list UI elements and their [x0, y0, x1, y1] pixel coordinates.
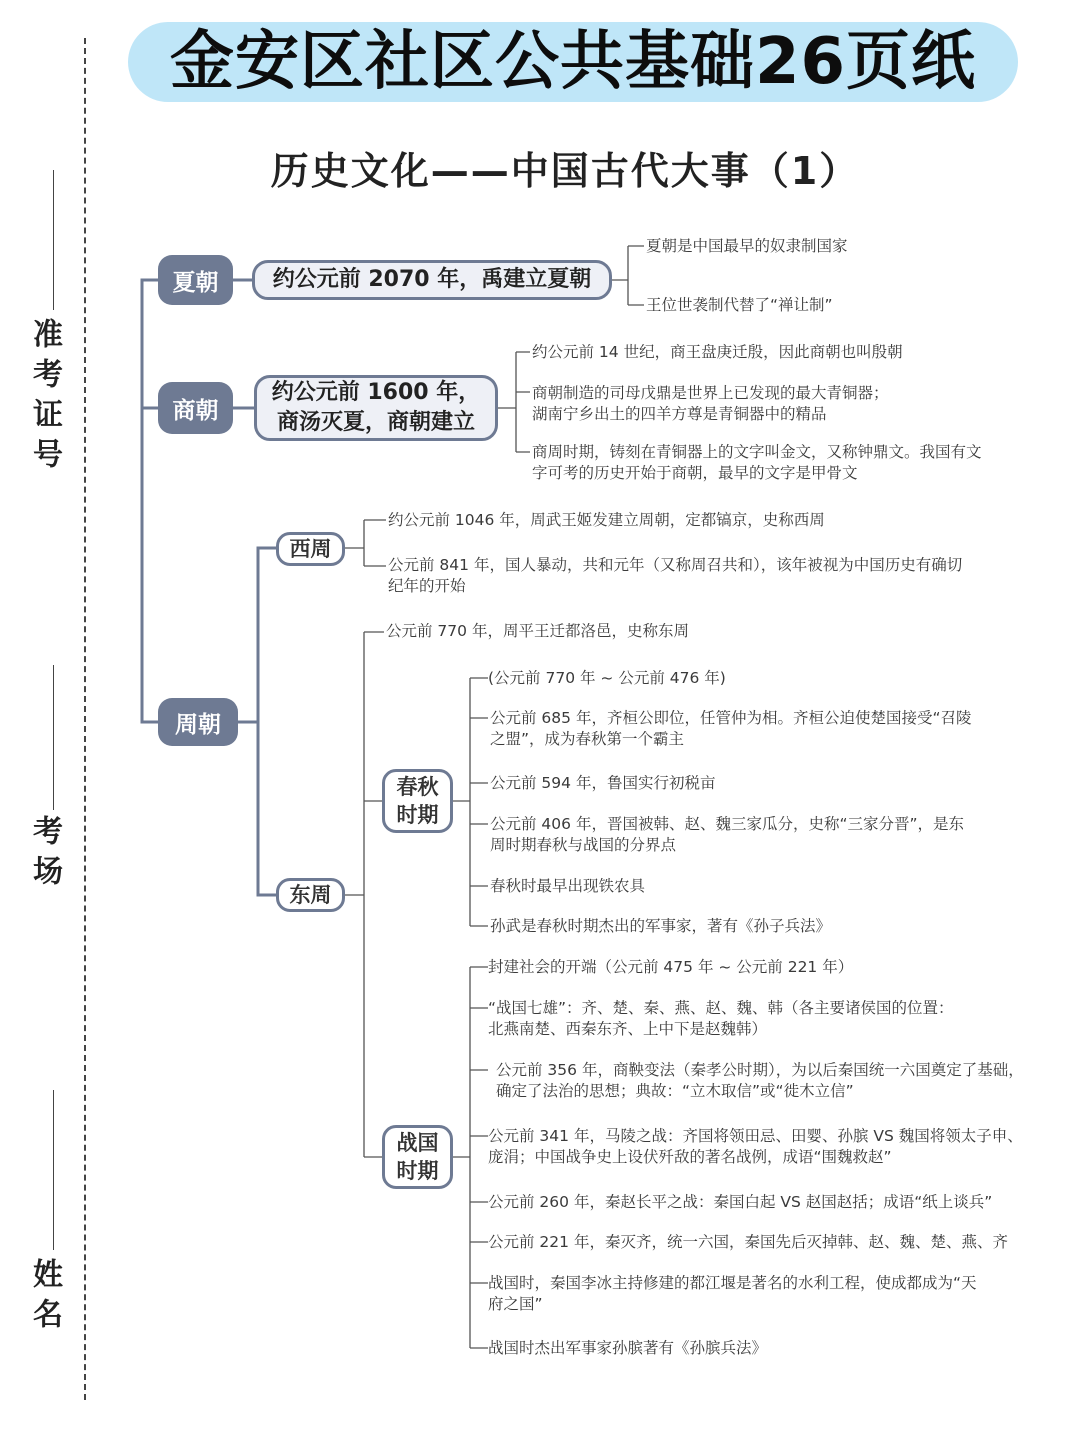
spring-autumn-fact: 公元前 685 年，齐桓公即位，任管仲为相。齐桓公迫使楚国接受“召陵 之盟”，成为春秋第一个霸主 [490, 709, 972, 748]
shang-fact: 约公元前 14 世纪，商王盘庚迁殷，因此商朝也叫殷朝 [532, 343, 903, 361]
spring-autumn-fact: (公元前 770 年 ~ 公元前 476 年) [488, 669, 726, 687]
shang-fact: 商周时期，铸刻在青铜器上的文字叫金文，又称钟鼎文。我国有文 字可考的历史开始于商朝，最早的文字是甲骨文 [532, 443, 982, 482]
warring-states-fact: 公元前 221 年，秦灭齐，统一六国，秦国先后灭掉韩、赵、魏、楚、燕、齐 [488, 1233, 1008, 1251]
west-zhou-fact: 公元前 841 年，国人暴动，共和元年（又称周召共和），该年被视为中国历史有确切 纪年的开始 [388, 556, 963, 595]
node-xia: 夏朝 [158, 255, 233, 305]
node-east-zhou: 东周 [276, 878, 345, 912]
exam-id-label: 准考证号 [27, 318, 62, 478]
warring-states-fact: 战国时杰出军事家孙膑著有《孙膑兵法》 [488, 1339, 768, 1357]
spring-autumn-fact: 春秋时最早出现铁农具 [490, 877, 646, 895]
warring-states-fact: 战国时，秦国李冰主持修建的都江堰是著名的水利工程，使成都成为“天 府之国” [488, 1274, 977, 1313]
name-label: 姓名 [27, 1258, 62, 1338]
xia-fact: 王位世袭制代替了“禅让制” [646, 296, 833, 314]
node-zhou: 周朝 [158, 698, 238, 746]
node-west-zhou: 西周 [276, 532, 345, 566]
xia-summary: 约公元前 2070 年，禹建立夏朝 [252, 260, 612, 300]
east-zhou-intro: 公元前 770 年，周平王迁都洛邑，史称东周 [386, 622, 689, 640]
warring-states-fact: “战国七雄”：齐、楚、秦、燕、赵、魏、韩（各主要诸侯国的位置： 北燕南楚、西秦东齐、上中下是赵魏韩） [488, 999, 954, 1038]
node-warring-states: 战国 时期 [382, 1125, 453, 1189]
warring-states-fact: 公元前 260 年，秦赵长平之战：秦国白起 VS 赵国赵括；成语“纸上谈兵” [488, 1193, 993, 1211]
spring-autumn-fact: 孙武是春秋时期杰出的军事家，著有《孙子兵法》 [490, 917, 832, 935]
west-zhou-fact: 约公元前 1046 年，周武王姬发建立周朝，定都镐京，史称西周 [388, 511, 825, 529]
shang-summary: 约公元前 1600 年， 商汤灭夏，商朝建立 [254, 375, 498, 441]
page-subtitle: 历史文化——中国古代大事（1） [270, 149, 860, 193]
spring-autumn-fact: 公元前 406 年，晋国被韩、赵、魏三家瓜分，史称“三家分晋”，是东 周时期春秋与战国的分界点 [490, 815, 965, 854]
page-title: 金安区社区公共基础26页纸 [169, 25, 977, 99]
warring-states-fact: 公元前 341 年，马陵之战：齐国将领田忌、田婴、孙膑 VS 魏国将领太子申、 庞涓；中国战争史上设伏歼敌的著名战例，成语“围魏救赵” [488, 1127, 1023, 1166]
venue-label: 考场 [27, 815, 62, 895]
node-shang: 商朝 [158, 382, 233, 434]
warring-states-fact: 封建社会的开端（公元前 475 年 ~ 公元前 221 年） [488, 958, 854, 976]
node-spring-autumn: 春秋 时期 [382, 769, 453, 833]
spring-autumn-fact: 公元前 594 年，鲁国实行初税亩 [490, 774, 716, 792]
shang-fact: 商朝制造的司母戊鼎是世界上已发现的最大青铜器； 湖南宁乡出土的四羊方尊是青铜器中的精品 [532, 384, 889, 423]
warring-states-fact: 公元前 356 年，商鞅变法（秦孝公时期），为以后秦国统一六国奠定了基础， 确定了法治的思想；典故：“立木取信”或“徙木立信” [496, 1061, 1024, 1100]
xia-fact: 夏朝是中国最早的奴隶制国家 [646, 237, 848, 255]
